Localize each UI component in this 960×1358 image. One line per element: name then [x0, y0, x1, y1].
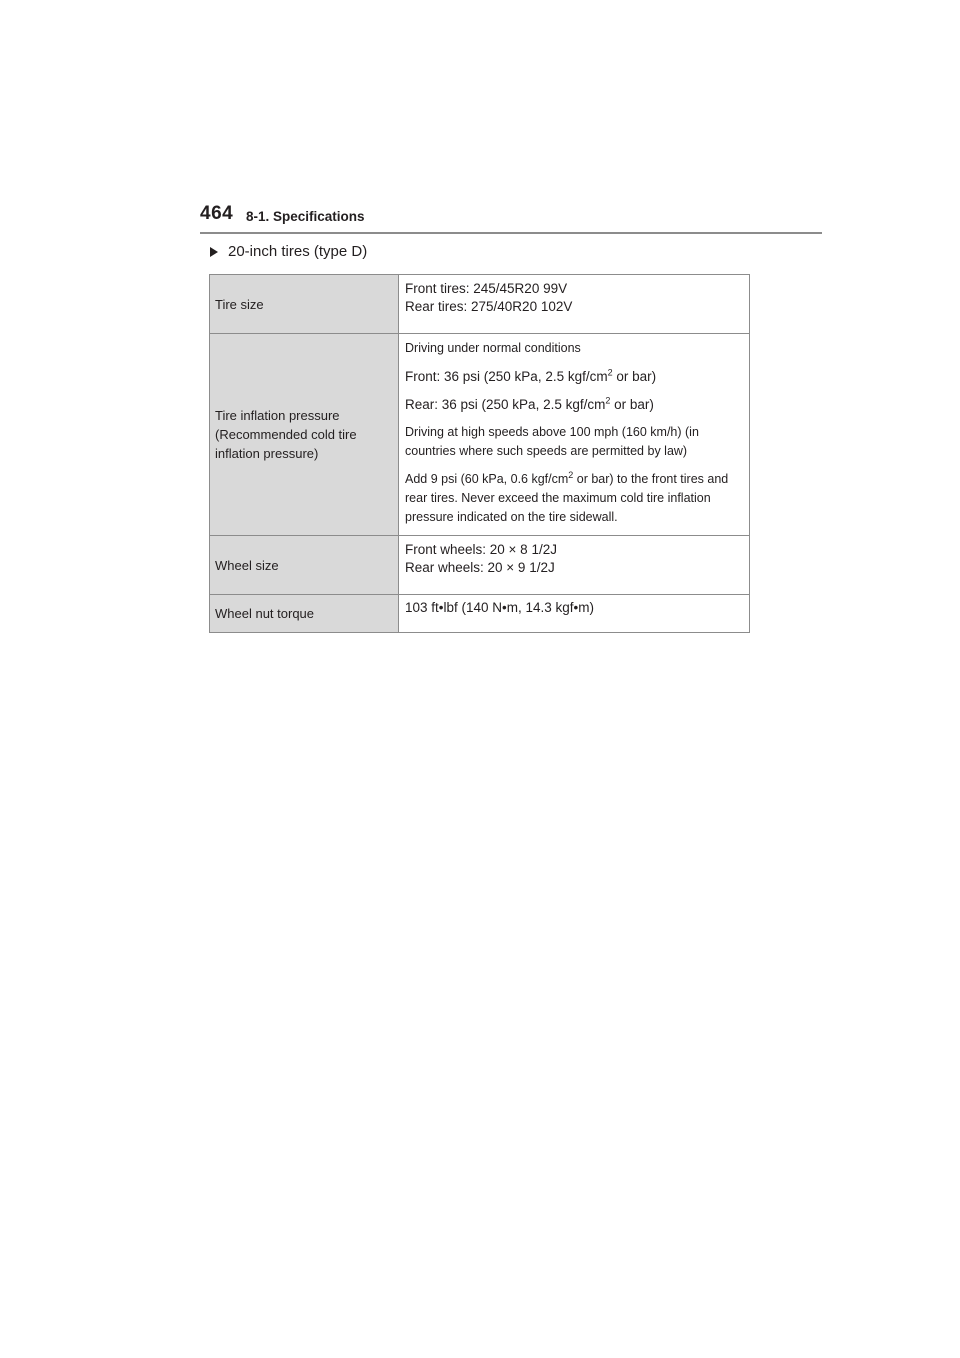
tire-size-label: Tire size [210, 275, 399, 334]
table-row-inflation [210, 334, 750, 536]
add-pressure-suffix: or bar) to the front tires and [573, 472, 729, 486]
normal-conditions-heading: Driving under normal conditions [405, 341, 581, 355]
table-row-wheel-nut-torque [210, 595, 750, 633]
header-divider [200, 232, 822, 234]
subheading-text: 20-inch tires (type D) [228, 243, 368, 260]
add-pressure-sup: 2 [568, 469, 574, 480]
front-pressure-sup: 2 [607, 367, 613, 378]
front-pressure-suffix: or bar) [612, 369, 657, 384]
add-pressure-line3: pressure indicated on the tire sidewall. [405, 510, 618, 524]
rear-pressure [405, 395, 743, 414]
page-number: 464 [200, 203, 234, 224]
high-speed-line1: Driving at high speeds above 100 mph (160 km/h) (in [405, 425, 699, 439]
wheel-size-label: Wheel size [210, 536, 399, 595]
wheel-size-front: Front wheels: 20 × 8 1/2J [405, 542, 557, 557]
inflation-label [210, 334, 399, 536]
page-header [0, 0, 960, 260]
section-title: 8-1. Specifications [246, 209, 365, 224]
high-speed-line2: countries where such speeds are permitted by law) [405, 444, 688, 458]
wheel-nut-torque-value: 103 ft•lbf (140 N•m, 14.3 kgf•m) [399, 595, 750, 633]
arrow-bullet-icon [210, 247, 218, 257]
inflation-label-line3: inflation pressure) [215, 446, 319, 461]
table-row-wheel-size [210, 536, 750, 595]
tire-spec-table [209, 274, 750, 633]
front-pressure-text: Front: 36 psi (250 kPa, 2.5 kgf/cm [405, 369, 608, 384]
rear-pressure-text: Rear: 36 psi (250 kPa, 2.5 kgf/cm [405, 397, 606, 412]
wheel-size-value [399, 536, 750, 595]
inflation-label-line2: (Recommended cold tire [215, 427, 357, 442]
tire-size-value [399, 275, 750, 334]
wheel-size-rear: Rear wheels: 20 × 9 1/2J [405, 560, 555, 575]
rear-pressure-sup: 2 [605, 395, 611, 406]
tire-size-rear: Rear tires: 275/40R20 102V [405, 299, 573, 314]
high-speed-instruction [405, 470, 743, 527]
inflation-label-line1: Tire inflation pressure [215, 408, 340, 423]
wheel-nut-torque-label: Wheel nut torque [210, 595, 399, 633]
add-pressure-text: Add 9 psi (60 kPa, 0.6 kgf/cm [405, 472, 569, 486]
front-pressure [405, 367, 743, 386]
inflation-value [399, 334, 750, 536]
tire-size-front: Front tires: 245/45R20 99V [405, 281, 568, 296]
subheading [210, 243, 367, 260]
rear-pressure-suffix: or bar) [610, 397, 654, 412]
add-pressure-line2: rear tires. Never exceed the maximum cold tire inflation [405, 491, 711, 505]
high-speed-heading [405, 423, 743, 461]
table-row-tire-size [210, 275, 750, 334]
